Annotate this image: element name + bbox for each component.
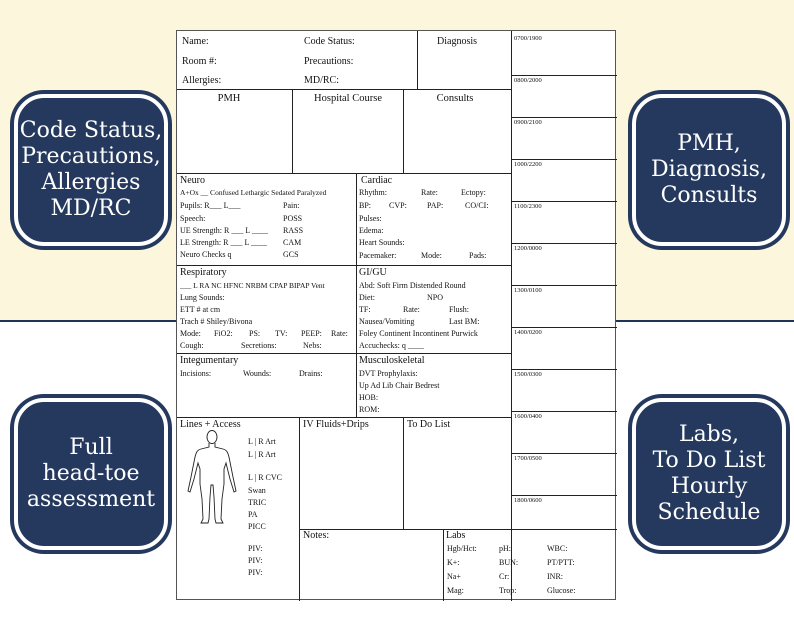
diagnosis-label: Diagnosis [437,36,477,47]
grid-line [417,31,418,89]
cardiac-title: Cardiac [361,175,393,186]
room-label: Room #: [182,56,217,67]
schedule-line [511,495,617,496]
cvp-label: CVP: [389,201,407,210]
name-label: Name: [182,36,209,47]
schedule-line [511,201,617,202]
neuro-line: LE Strength: R ___ L ____ [180,238,268,247]
msk-line: DVT Prophylaxis: [359,369,418,378]
drains-label: Drains: [299,369,323,378]
neuro-right: RASS [283,226,304,235]
piv-label: PIV: [248,556,263,565]
badge-line: PMH, [677,131,741,157]
nebs-label: Nebs: [303,341,322,350]
pads-label: Pads: [469,251,487,260]
vent-rate-label: Rate: [331,329,348,338]
consults-label: Consults [436,93,474,104]
lab-label: BUN: [499,558,519,567]
grid-line [177,417,511,418]
peep-label: PEEP: [301,329,322,338]
badge-line: Allergies [41,170,141,195]
schedule-time: 1600/0400 [514,413,542,420]
neuro-right: Pain: [283,201,300,210]
msk-line: Up Ad Lib Chair Bedrest [359,381,440,390]
schedule-line [511,369,617,370]
co-ci-label: CO/CI: [465,201,489,210]
pacemaker-label: Pacemaker: [359,251,397,260]
neuro-line: Neuro Checks q [180,250,232,259]
secretions-label: Secretions: [241,341,277,350]
piv-label: PIV: [248,544,263,553]
line-item: L | R Art [248,450,276,459]
resp-line: Lung Sounds: [180,293,225,302]
schedule-line [511,75,617,76]
line-item: L | R Art [248,437,276,446]
foley-label: Foley Continent Incontinent Purwick [359,329,478,338]
lab-label: WBC: [547,544,568,553]
integumentary-title: Integumentary [180,355,239,366]
lines-access-title: Lines + Access [180,419,241,430]
neuro-line: Pupils: R___ L___ [180,201,241,210]
badge-line: To Do List [652,448,766,474]
resp-line: Trach # Shiley/Bivona [180,317,253,326]
badge-line: Precautions, [21,144,161,170]
badge-line: MD/RC [50,195,132,221]
schedule-time: 1400/0200 [514,329,542,336]
badge-full-assessment [14,398,168,550]
piv-label: PIV: [248,568,263,577]
npo-label: NPO [427,293,444,302]
grid-line [403,417,404,529]
neuro-line: A+Ox __ Confused Lethargic Sedated Paralyzed [180,188,327,197]
schedule-line [511,411,617,412]
schedule-time: 1700/0500 [514,455,542,462]
schedule-line [511,243,617,244]
bp-label: BP: [359,201,372,210]
schedule-time: 0900/2100 [514,119,542,126]
tf-label: TF: [359,305,371,314]
resp-line: ETT # at cm [180,305,221,314]
badge-line: Labs, [678,422,740,448]
grid-line [177,265,511,266]
ectopy-label: Ectopy: [461,188,486,197]
labs-title: Labs [446,530,466,541]
neuro-right: POSS [283,214,303,223]
schedule-time: 1800/0600 [514,497,542,504]
body-outline-icon [179,429,245,527]
iv-fluids-title: IV Fluids+Drips [303,419,369,430]
musculoskeletal-title: Musculoskeletal [359,355,425,366]
schedule-time: 1100/2300 [514,203,542,210]
mode-label: Mode: [421,251,442,260]
wounds-label: Wounds: [243,369,272,378]
schedule-time: 1200/0000 [514,245,542,252]
lab-label: Glucose: [547,586,576,595]
badge-code-status [14,94,168,246]
badge-labs [632,398,786,550]
nurse-report-sheet [176,30,616,600]
grid-line [356,173,357,417]
ps-label: PS: [249,329,261,338]
tf-rate-label: Rate: [403,305,420,314]
schedule-time: 0800/2000 [514,77,542,84]
resp-line: ___ L RA NC HFNC NRBM CPAP BIPAP Vent [180,281,325,290]
lab-label: Na+ [447,572,461,581]
badge-line: Hourly [670,474,748,499]
todo-title: To Do List [407,419,451,430]
schedule-time: 1500/0300 [514,371,542,378]
badge-line: assessment [26,486,156,512]
badge-line: head-toe [42,461,140,487]
rhythm-label: Rhythm: [359,188,388,197]
schedule-time: 1000/2200 [514,161,542,168]
accuchecks-label: Accuchecks: q ____ [359,341,424,350]
respiratory-title: Respiratory [180,267,227,278]
lab-label: Cr: [499,572,510,581]
abd-label: Abd: Soft Firm Distended Round [359,281,466,290]
pmh-label: PMH [217,93,241,104]
last-bm-label: Last BM: [449,317,480,326]
grid-line [299,529,300,601]
schedule-line [511,453,617,454]
lab-label: INR: [547,572,563,581]
schedule-line [511,285,617,286]
hospital-course-label: Hospital Course [314,93,382,104]
code-status-label: Code Status: [304,36,355,47]
badge-pmh [632,94,786,246]
msk-line: HOB: [359,393,379,402]
pap-label: PAP: [427,201,444,210]
precautions-label: Precautions: [304,56,354,67]
schedule-line [511,159,617,160]
notes-title: Notes: [303,530,330,541]
grid-line [299,417,300,529]
msk-line: ROM: [359,405,380,414]
lab-label: Hgb/Hct: [447,544,477,553]
badge-line: Consults [660,182,758,208]
vent-mode-label: Mode: [180,329,201,338]
line-item: TRIC [248,498,267,507]
gigu-title: GI/GU [359,267,387,278]
rate-label: Rate: [421,188,438,197]
badge-line: Diagnosis, [651,157,767,183]
schedule-time: 0700/1900 [514,35,542,42]
pulses-label: Pulses: [359,214,382,223]
edema-label: Edema: [359,226,384,235]
flush-label: Flush: [449,305,470,314]
neuro-line: UE Strength: R ___ L ____ [180,226,268,235]
md-rc-label: MD/RC: [304,75,340,86]
lab-label: pH: [499,544,511,553]
lab-label: K+: [447,558,460,567]
badge-line: Schedule [657,499,761,525]
badge-line: Full [69,435,113,461]
schedule-line [511,117,617,118]
grid-line [443,529,444,601]
schedule-time: 1300/0100 [514,287,542,294]
tv-label: TV: [275,329,288,338]
diet-label: Diet: [359,293,375,302]
grid-line [292,89,293,173]
allergies-label: Allergies: [182,75,222,86]
neuro-line: Speech: [180,214,206,223]
lab-label: Mag: [447,586,464,595]
nausea-label: Nausea/Vomiting [359,317,415,326]
schedule-line [511,327,617,328]
line-item: Swan [248,486,266,495]
neuro-right: CAM [283,238,302,247]
cough-label: Cough: [180,341,204,350]
line-item: PICC [248,522,266,531]
grid-line [177,173,511,174]
lab-label: Trop: [499,586,517,595]
badge-line: Code Status, [19,118,163,144]
fio2-label: FiO2: [214,329,233,338]
heart-sounds-label: Heart Sounds: [359,238,405,247]
neuro-right: GCS [283,250,299,259]
grid-line [177,89,511,90]
line-item: PA [248,510,258,519]
grid-line [403,89,404,173]
neuro-title: Neuro [180,175,205,186]
incisions-label: Incisions: [180,369,212,378]
lab-label: PT/PTT: [547,558,575,567]
grid-line [177,353,511,354]
line-item: L | R CVC [248,473,282,482]
